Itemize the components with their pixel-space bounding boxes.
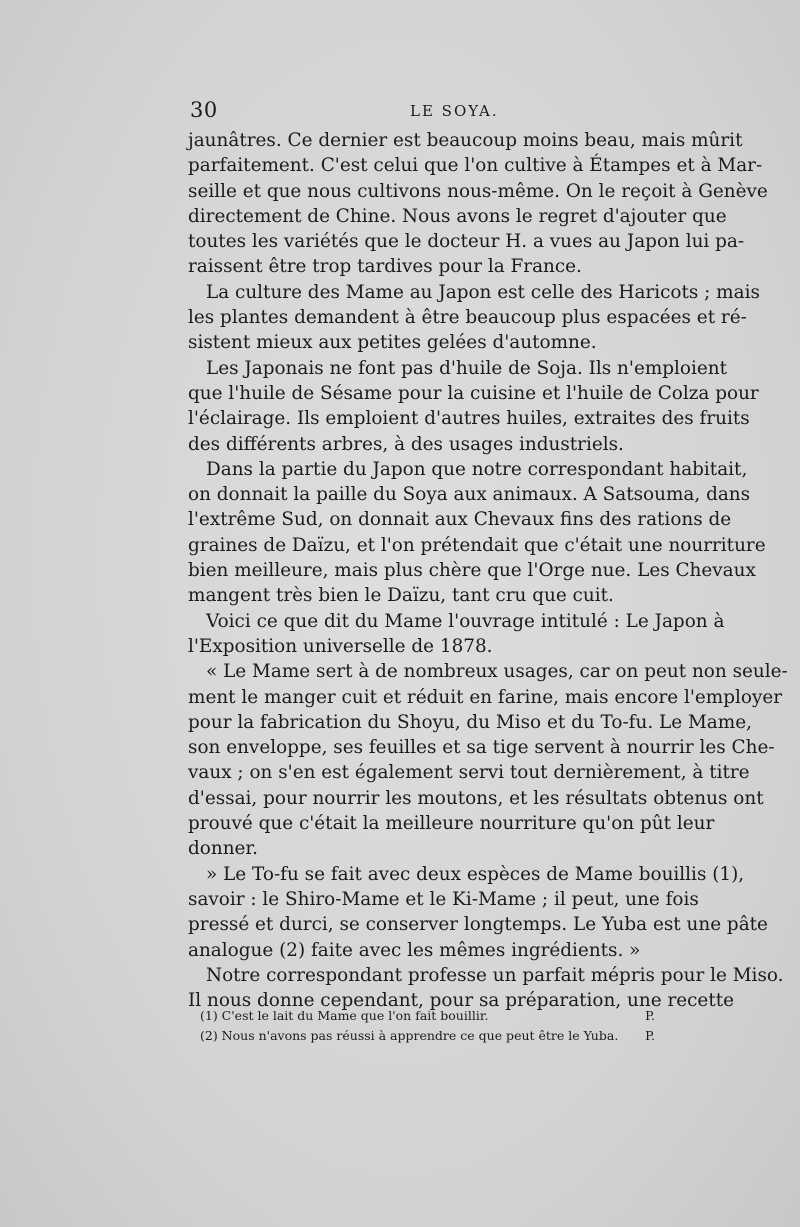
footnote [200, 1006, 655, 1026]
text-line: des différents arbres, à des usages industriels. [188, 433, 624, 455]
text-line: jaunâtres. Ce dernier est beaucoup moins beau, mais mûrit [188, 130, 743, 151]
text-line: Dans la partie du Japon que notre correspondant habitait, [206, 458, 748, 480]
footnote-signature: P. [645, 1008, 655, 1023]
text-line: ment le manger cuit et réduit en farine, mais encore l'employer [188, 686, 783, 708]
text-line: d'essai, pour nourrir les moutons, et les résultats obtenus ont [188, 787, 764, 809]
text-line: sistent mieux aux petites gelées d'automne. [188, 332, 597, 354]
text-line: pressé et durci, se conserver longtemps. Le Yuba est une pâte [188, 914, 768, 936]
footnote-signature: P. [645, 1028, 655, 1043]
text-line: pour la fabrication du Shoyu, du Miso et du To-fu. Le Mame, [188, 711, 752, 733]
body-text [188, 128, 788, 1013]
text-line: toutes les variétés que le docteur H. a vues au Japon lui pa- [188, 231, 745, 253]
text-line: « Le Mame sert à de nombreux usages, car on peut non seule- [206, 661, 788, 683]
text-line: Voici ce que dit du Mame l'ouvrage intitulé : Le Japon à [206, 610, 725, 632]
text-line: que l'huile de Sésame pour la cuisine et l'huile de Colza pour [188, 382, 759, 404]
text-line: son enveloppe, ses feuilles et sa tige servent à nourrir les Che- [188, 737, 775, 759]
text-line: l'Exposition universelle de 1878. [188, 635, 493, 657]
footnote-text: (2) Nous n'avons pas réussi à apprendre ce que peut être le Yuba. [200, 1028, 619, 1043]
footnotes [200, 1006, 655, 1046]
text-line: vaux ; on s'en est également servi tout dernièrement, à titre [188, 762, 750, 784]
running-title: LE SOYA. [410, 102, 499, 120]
text-line: Notre correspondant professe un parfait mépris pour le Miso. [206, 964, 784, 986]
text-line: raissent être trop tardives pour la France. [188, 256, 582, 278]
text-line: donner. [188, 838, 259, 860]
text-line: on donnait la paille du Soya aux animaux. A Satsouma, dans [188, 484, 751, 506]
text-line: les plantes demandent à être beaucoup plus espacées et ré- [188, 307, 747, 329]
page-number: 30 [190, 98, 218, 122]
footnote [200, 1026, 655, 1046]
text-line: analogue (2) faite avec les mêmes ingrédients. » [188, 939, 641, 961]
text-line: savoir : le Shiro-Mame et le Ki-Mame ; il peut, une fois [188, 888, 699, 910]
text-line: directement de Chine. Nous avons le regret d'ajouter que [188, 205, 727, 227]
text-line: prouvé que c'était la meilleure nourriture qu'on pût leur [188, 813, 715, 835]
text-line: graines de Daïzu, et l'on prétendait que c'était une nourriture [188, 534, 766, 556]
text-line: Les Japonais ne font pas d'huile de Soja. Ils n'emploient [206, 357, 728, 379]
text-line: parfaitement. C'est celui que l'on cultive à Étampes et à Mar- [188, 155, 763, 177]
text-line: bien meilleure, mais plus chère que l'Orge nue. Les Chevaux [188, 560, 756, 582]
text-line: l'extrême Sud, on donnait aux Chevaux fins des rations de [188, 509, 732, 531]
text-line: La culture des Mame au Japon est celle des Haricots ; mais [206, 281, 760, 303]
page-header [190, 98, 695, 124]
text-line: l'éclairage. Ils emploient d'autres huiles, extraites des fruits [188, 408, 750, 430]
text-line: seille et que nous cultivons nous-même. On le reçoit à Genève [188, 180, 768, 202]
text-line: » Le To-fu se fait avec deux espèces de Mame bouillis (1), [206, 863, 745, 885]
text-line: Il nous donne cependant, pour sa préparation, une recette [188, 990, 734, 1012]
text-line: mangent très bien le Daïzu, tant cru que cuit. [188, 585, 614, 607]
footnote-text: (1) C'est le lait du Mame que l'on fait bouillir. [200, 1008, 489, 1023]
